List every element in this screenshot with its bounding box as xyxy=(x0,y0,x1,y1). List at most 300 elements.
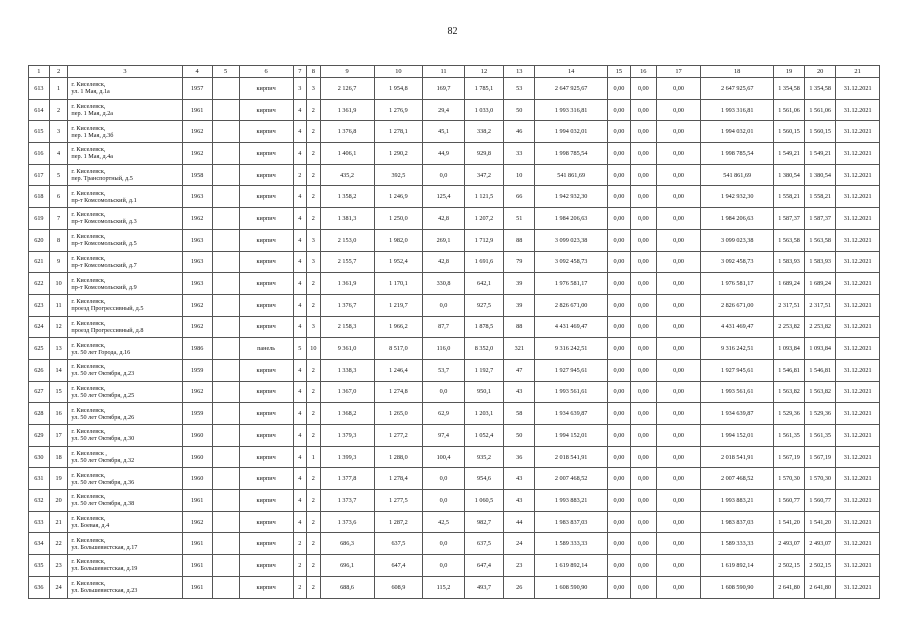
living-area-cell: 1 982,0 xyxy=(374,229,423,251)
estimated-cost-cell: 4 431 469,47 xyxy=(535,316,608,338)
estimated-cost-cell: 1 927 945,61 xyxy=(535,359,608,381)
column-5-cell xyxy=(212,273,239,295)
nonresidential-area-cell: 330,8 xyxy=(423,273,465,295)
column-5-cell xyxy=(212,555,239,577)
row-number-cell: 631 xyxy=(29,468,50,490)
item-number-cell: 23 xyxy=(49,555,68,577)
estimated-cost-cell: 1 984 206,63 xyxy=(535,208,608,230)
amount-17-cell: 0,00 xyxy=(656,490,701,512)
floors-cell: 4 xyxy=(293,294,306,316)
address-street: ул. 50 лет Октября, д.30 xyxy=(71,435,135,443)
address-street: пр-т Комсомольский, д.5 xyxy=(71,240,137,248)
address-cell xyxy=(68,425,182,447)
entrances-cell: 2 xyxy=(307,425,320,447)
amount-16-cell: 0,00 xyxy=(630,468,656,490)
amount-17-cell: 0,00 xyxy=(656,576,701,598)
unit-cost-19-cell: 2 641,80 xyxy=(774,576,805,598)
amount-16-cell: 0,00 xyxy=(630,229,656,251)
living-area-cell: 1 952,4 xyxy=(374,251,423,273)
item-number-cell: 8 xyxy=(49,229,68,251)
area-12-cell: 347,2 xyxy=(464,164,503,186)
unit-cost-20-cell: 1 560,15 xyxy=(805,121,836,143)
area-12-cell: 954,6 xyxy=(464,468,503,490)
plan-date-cell: 31.12.2021 xyxy=(836,164,880,186)
estimated-cost-cell: 1 993 883,21 xyxy=(535,490,608,512)
item-number-cell: 21 xyxy=(49,511,68,533)
column-5-cell xyxy=(212,78,239,100)
row-number-cell: 633 xyxy=(29,511,50,533)
table-row xyxy=(29,316,880,338)
address-cell xyxy=(68,164,182,186)
amount-15-cell: 0,00 xyxy=(607,78,630,100)
floors-cell: 4 xyxy=(293,251,306,273)
unit-cost-20-cell: 1 546,81 xyxy=(805,359,836,381)
column-5-cell xyxy=(212,490,239,512)
unit-cost-19-cell: 1 561,06 xyxy=(774,99,805,121)
year-built-cell: 1961 xyxy=(182,99,212,121)
living-area-cell: 1 276,9 xyxy=(374,99,423,121)
amount-16-cell: 0,00 xyxy=(630,164,656,186)
total-area-cell: 1 373,6 xyxy=(320,511,374,533)
plan-date-cell: 31.12.2021 xyxy=(836,468,880,490)
area-12-cell: 982,7 xyxy=(464,511,503,533)
year-built-cell: 1986 xyxy=(182,338,212,360)
floors-cell: 4 xyxy=(293,99,306,121)
entrances-cell: 2 xyxy=(307,511,320,533)
wall-material-cell: кирпич xyxy=(239,403,293,425)
amount-17-cell: 0,00 xyxy=(656,164,701,186)
living-area-cell: 1 170,1 xyxy=(374,273,423,295)
plan-date-cell: 31.12.2021 xyxy=(836,273,880,295)
column-header-1: 1 xyxy=(29,66,50,78)
living-area-cell: 1 246,9 xyxy=(374,186,423,208)
total-cost-cell: 1 993 316,81 xyxy=(701,99,774,121)
column-5-cell xyxy=(212,381,239,403)
living-area-cell: 1 290,2 xyxy=(374,143,423,165)
living-area-cell: 637,5 xyxy=(374,533,423,555)
column-5-cell xyxy=(212,359,239,381)
address-cell xyxy=(68,511,182,533)
amount-17-cell: 0,00 xyxy=(656,533,701,555)
address-city: г. Киселевск, xyxy=(71,211,106,219)
estimated-cost-cell: 1 993 561,61 xyxy=(535,381,608,403)
row-number-cell: 636 xyxy=(29,576,50,598)
unit-cost-19-cell: 1 583,93 xyxy=(774,251,805,273)
amount-15-cell: 0,00 xyxy=(607,511,630,533)
amount-17-cell: 0,00 xyxy=(656,403,701,425)
nonresidential-area-cell: 29,4 xyxy=(423,99,465,121)
address-street: проезд Прогрессивный, д.5 xyxy=(71,305,144,313)
floors-cell: 4 xyxy=(293,229,306,251)
amount-16-cell: 0,00 xyxy=(630,273,656,295)
row-number-cell: 632 xyxy=(29,490,50,512)
nonresidential-area-cell: 42,5 xyxy=(423,511,465,533)
entrances-cell: 3 xyxy=(307,316,320,338)
nonresidential-area-cell: 169,7 xyxy=(423,78,465,100)
total-cost-cell: 1 993 561,61 xyxy=(701,381,774,403)
entrances-cell: 10 xyxy=(307,338,320,360)
year-built-cell: 1963 xyxy=(182,229,212,251)
residents-cell: 39 xyxy=(504,273,535,295)
nonresidential-area-cell: 116,0 xyxy=(423,338,465,360)
address-cell xyxy=(68,359,182,381)
nonresidential-area-cell: 0,0 xyxy=(423,381,465,403)
address-cell xyxy=(68,490,182,512)
wall-material-cell: кирпич xyxy=(239,208,293,230)
estimated-cost-cell: 1 983 837,03 xyxy=(535,511,608,533)
column-5-cell xyxy=(212,208,239,230)
address-street: ул. 50 лет Октября, д.32 xyxy=(71,457,135,465)
table-row xyxy=(29,576,880,598)
address-street: ул. 1 Мая, д.1а xyxy=(71,88,110,96)
amount-15-cell: 0,00 xyxy=(607,186,630,208)
register-table-container xyxy=(28,65,880,599)
unit-cost-19-cell: 1 570,30 xyxy=(774,468,805,490)
amount-15-cell: 0,00 xyxy=(607,316,630,338)
living-area-cell: 1 277,2 xyxy=(374,425,423,447)
column-header-19: 19 xyxy=(774,66,805,78)
address-street: пр-т Комсомольский, д.7 xyxy=(71,261,137,269)
table-row xyxy=(29,273,880,295)
row-number-cell: 613 xyxy=(29,78,50,100)
unit-cost-19-cell: 1 587,37 xyxy=(774,208,805,230)
entrances-cell: 2 xyxy=(307,381,320,403)
unit-cost-20-cell: 2 641,80 xyxy=(805,576,836,598)
residents-cell: 88 xyxy=(504,316,535,338)
column-5-cell xyxy=(212,425,239,447)
address-street: проезд Прогрессивный, д.8 xyxy=(71,326,144,334)
address-cell xyxy=(68,533,182,555)
total-cost-cell: 1 993 883,21 xyxy=(701,490,774,512)
floors-cell: 3 xyxy=(293,78,306,100)
wall-material-cell: кирпич xyxy=(239,143,293,165)
unit-cost-20-cell: 1 560,77 xyxy=(805,490,836,512)
amount-15-cell: 0,00 xyxy=(607,121,630,143)
amount-16-cell: 0,00 xyxy=(630,533,656,555)
estimated-cost-cell: 1 608 590,90 xyxy=(535,576,608,598)
address-street: ул. 50 лет Города, д.16 xyxy=(71,348,131,356)
amount-16-cell: 0,00 xyxy=(630,99,656,121)
wall-material-cell: панель xyxy=(239,338,293,360)
entrances-cell: 2 xyxy=(307,294,320,316)
nonresidential-area-cell: 42,8 xyxy=(423,251,465,273)
plan-date-cell: 31.12.2021 xyxy=(836,99,880,121)
amount-15-cell: 0,00 xyxy=(607,381,630,403)
unit-cost-20-cell: 1 561,06 xyxy=(805,99,836,121)
area-12-cell: 1 878,5 xyxy=(464,316,503,338)
address-city: г. Киселевск, xyxy=(71,384,106,392)
address-cell xyxy=(68,143,182,165)
address-cell xyxy=(68,208,182,230)
floors-cell: 4 xyxy=(293,468,306,490)
amount-15-cell: 0,00 xyxy=(607,208,630,230)
total-cost-cell: 1 927 945,61 xyxy=(701,359,774,381)
amount-17-cell: 0,00 xyxy=(656,316,701,338)
address-cell xyxy=(68,121,182,143)
amount-15-cell: 0,00 xyxy=(607,576,630,598)
living-area-cell: 1 287,2 xyxy=(374,511,423,533)
address-street: ул. Большевистская, д.23 xyxy=(71,587,138,595)
table-row xyxy=(29,164,880,186)
estimated-cost-cell: 1 994 032,01 xyxy=(535,121,608,143)
column-header-16: 16 xyxy=(630,66,656,78)
address-city: г. Киселевск, xyxy=(71,319,106,327)
address-cell xyxy=(68,251,182,273)
area-12-cell: 647,4 xyxy=(464,555,503,577)
table-row xyxy=(29,186,880,208)
address-city: г. Киселевск, xyxy=(71,276,106,284)
total-area-cell: 1 406,1 xyxy=(320,143,374,165)
address-city: г. Киселевск, xyxy=(71,363,106,371)
area-12-cell: 1 192,7 xyxy=(464,359,503,381)
amount-15-cell: 0,00 xyxy=(607,490,630,512)
year-built-cell: 1962 xyxy=(182,316,212,338)
amount-17-cell: 0,00 xyxy=(656,99,701,121)
total-cost-cell: 1 984 206,63 xyxy=(701,208,774,230)
total-cost-cell: 1 994 152,01 xyxy=(701,425,774,447)
total-cost-cell: 2 647 925,67 xyxy=(701,78,774,100)
residents-cell: 43 xyxy=(504,490,535,512)
item-number-cell: 4 xyxy=(49,143,68,165)
amount-16-cell: 0,00 xyxy=(630,208,656,230)
row-number-cell: 635 xyxy=(29,555,50,577)
floors-cell: 4 xyxy=(293,186,306,208)
address-street: ул. Большевистская, д.17 xyxy=(71,543,138,551)
total-area-cell: 1 368,2 xyxy=(320,403,374,425)
address-street: ул. Боевая, д.4 xyxy=(71,522,110,530)
floors-cell: 4 xyxy=(293,425,306,447)
entrances-cell: 2 xyxy=(307,555,320,577)
table-row xyxy=(29,99,880,121)
row-number-cell: 621 xyxy=(29,251,50,273)
column-header-2: 2 xyxy=(49,66,68,78)
amount-15-cell: 0,00 xyxy=(607,273,630,295)
column-5-cell xyxy=(212,143,239,165)
unit-cost-20-cell: 2 317,51 xyxy=(805,294,836,316)
residents-cell: 321 xyxy=(504,338,535,360)
total-area-cell: 2 153,0 xyxy=(320,229,374,251)
column-5-cell xyxy=(212,186,239,208)
total-cost-cell: 3 099 023,38 xyxy=(701,229,774,251)
residents-cell: 66 xyxy=(504,186,535,208)
living-area-cell: 1 277,5 xyxy=(374,490,423,512)
amount-15-cell: 0,00 xyxy=(607,338,630,360)
row-number-cell: 625 xyxy=(29,338,50,360)
wall-material-cell: кирпич xyxy=(239,555,293,577)
address-city: г. Киселевск, xyxy=(71,471,106,479)
amount-17-cell: 0,00 xyxy=(656,273,701,295)
column-header-21: 21 xyxy=(836,66,880,78)
estimated-cost-cell: 1 976 581,17 xyxy=(535,273,608,295)
table-row xyxy=(29,446,880,468)
total-area-cell: 1 379,3 xyxy=(320,425,374,447)
address-city: г. Киселевск, xyxy=(71,146,106,154)
area-12-cell: 338,2 xyxy=(464,121,503,143)
living-area-cell: 608,9 xyxy=(374,576,423,598)
column-header-15: 15 xyxy=(607,66,630,78)
estimated-cost-cell: 9 316 242,51 xyxy=(535,338,608,360)
total-cost-cell: 2 007 468,52 xyxy=(701,468,774,490)
plan-date-cell: 31.12.2021 xyxy=(836,229,880,251)
item-number-cell: 19 xyxy=(49,468,68,490)
nonresidential-area-cell: 0,0 xyxy=(423,294,465,316)
nonresidential-area-cell: 44,9 xyxy=(423,143,465,165)
year-built-cell: 1961 xyxy=(182,490,212,512)
wall-material-cell: кирпич xyxy=(239,164,293,186)
year-built-cell: 1960 xyxy=(182,468,212,490)
address-city: г. Киселевск, xyxy=(71,168,106,176)
address-cell xyxy=(68,381,182,403)
item-number-cell: 13 xyxy=(49,338,68,360)
entrances-cell: 2 xyxy=(307,186,320,208)
total-area-cell: 1 361,9 xyxy=(320,273,374,295)
column-header-11: 11 xyxy=(423,66,465,78)
amount-15-cell: 0,00 xyxy=(607,555,630,577)
amount-17-cell: 0,00 xyxy=(656,338,701,360)
residents-cell: 50 xyxy=(504,99,535,121)
floors-cell: 2 xyxy=(293,555,306,577)
address-street: пр-т Комсомольский, д.3 xyxy=(71,218,137,226)
amount-16-cell: 0,00 xyxy=(630,121,656,143)
unit-cost-20-cell: 1 093,84 xyxy=(805,338,836,360)
area-12-cell: 493,7 xyxy=(464,576,503,598)
address-cell xyxy=(68,338,182,360)
living-area-cell: 647,4 xyxy=(374,555,423,577)
amount-15-cell: 0,00 xyxy=(607,403,630,425)
amount-17-cell: 0,00 xyxy=(656,251,701,273)
total-area-cell: 1 338,3 xyxy=(320,359,374,381)
address-cell xyxy=(68,555,182,577)
column-5-cell xyxy=(212,294,239,316)
row-number-cell: 622 xyxy=(29,273,50,295)
address-city: г. Киселевск, xyxy=(71,406,106,414)
wall-material-cell: кирпич xyxy=(239,425,293,447)
nonresidential-area-cell: 0,0 xyxy=(423,533,465,555)
nonresidential-area-cell: 42,8 xyxy=(423,208,465,230)
area-12-cell: 1 691,6 xyxy=(464,251,503,273)
address-cell xyxy=(68,186,182,208)
unit-cost-20-cell: 1 561,35 xyxy=(805,425,836,447)
wall-material-cell: кирпич xyxy=(239,359,293,381)
plan-date-cell: 31.12.2021 xyxy=(836,511,880,533)
year-built-cell: 1963 xyxy=(182,186,212,208)
address-city: г. Киселевск, xyxy=(71,341,106,349)
entrances-cell: 2 xyxy=(307,533,320,555)
area-12-cell: 642,1 xyxy=(464,273,503,295)
row-number-cell: 626 xyxy=(29,359,50,381)
row-number-cell: 634 xyxy=(29,533,50,555)
plan-date-cell: 31.12.2021 xyxy=(836,316,880,338)
total-cost-cell: 1 983 837,03 xyxy=(701,511,774,533)
unit-cost-19-cell: 1 093,84 xyxy=(774,338,805,360)
address-cell xyxy=(68,316,182,338)
amount-15-cell: 0,00 xyxy=(607,164,630,186)
column-header-18: 18 xyxy=(701,66,774,78)
item-number-cell: 6 xyxy=(49,186,68,208)
residents-cell: 44 xyxy=(504,511,535,533)
year-built-cell: 1959 xyxy=(182,359,212,381)
address-street: пер. Транспортный, д.5 xyxy=(71,175,133,183)
entrances-cell: 2 xyxy=(307,143,320,165)
area-12-cell: 1 203,1 xyxy=(464,403,503,425)
total-area-cell: 1 361,9 xyxy=(320,99,374,121)
address-street: пер. 1 Мая, д.3б xyxy=(71,131,114,139)
total-area-cell: 1 367,0 xyxy=(320,381,374,403)
total-area-cell: 1 376,7 xyxy=(320,294,374,316)
area-12-cell: 1 785,1 xyxy=(464,78,503,100)
amount-16-cell: 0,00 xyxy=(630,511,656,533)
total-cost-cell: 1 942 932,30 xyxy=(701,186,774,208)
wall-material-cell: кирпич xyxy=(239,294,293,316)
table-header xyxy=(29,66,880,78)
floors-cell: 2 xyxy=(293,164,306,186)
total-area-cell: 1 381,3 xyxy=(320,208,374,230)
column-5-cell xyxy=(212,533,239,555)
total-area-cell: 2 158,3 xyxy=(320,316,374,338)
living-area-cell: 1 250,0 xyxy=(374,208,423,230)
address-street: пер. 1 Мая, д.2а xyxy=(71,110,114,118)
amount-17-cell: 0,00 xyxy=(656,359,701,381)
nonresidential-area-cell: 269,1 xyxy=(423,229,465,251)
unit-cost-20-cell: 1 567,19 xyxy=(805,446,836,468)
column-5-cell xyxy=(212,576,239,598)
row-number-cell: 629 xyxy=(29,425,50,447)
plan-date-cell: 31.12.2021 xyxy=(836,446,880,468)
residents-cell: 43 xyxy=(504,381,535,403)
row-number-cell: 619 xyxy=(29,208,50,230)
address-street: пер. 1 Мая, д.4а xyxy=(71,153,114,161)
living-area-cell: 1 278,1 xyxy=(374,121,423,143)
residents-cell: 79 xyxy=(504,251,535,273)
unit-cost-20-cell: 1 541,20 xyxy=(805,511,836,533)
amount-17-cell: 0,00 xyxy=(656,121,701,143)
residents-cell: 58 xyxy=(504,403,535,425)
total-area-cell: 1 399,3 xyxy=(320,446,374,468)
living-area-cell: 1 278,4 xyxy=(374,468,423,490)
entrances-cell: 2 xyxy=(307,164,320,186)
area-12-cell: 1 207,2 xyxy=(464,208,503,230)
address-city: г. Киселевск, xyxy=(71,515,106,523)
residents-cell: 43 xyxy=(504,468,535,490)
total-cost-cell: 9 316 242,51 xyxy=(701,338,774,360)
item-number-cell: 22 xyxy=(49,533,68,555)
address-city: г. Киселевск, xyxy=(71,580,106,588)
unit-cost-20-cell: 1 689,24 xyxy=(805,273,836,295)
area-12-cell: 929,8 xyxy=(464,143,503,165)
year-built-cell: 1963 xyxy=(182,251,212,273)
entrances-cell: 3 xyxy=(307,251,320,273)
amount-16-cell: 0,00 xyxy=(630,490,656,512)
item-number-cell: 17 xyxy=(49,425,68,447)
column-header-7: 7 xyxy=(293,66,306,78)
nonresidential-area-cell: 0,0 xyxy=(423,555,465,577)
area-12-cell: 1 712,9 xyxy=(464,229,503,251)
living-area-cell: 1 265,0 xyxy=(374,403,423,425)
estimated-cost-cell: 1 934 639,87 xyxy=(535,403,608,425)
total-area-cell: 2 126,7 xyxy=(320,78,374,100)
amount-16-cell: 0,00 xyxy=(630,251,656,273)
total-area-cell: 2 155,7 xyxy=(320,251,374,273)
table-row xyxy=(29,121,880,143)
address-city: г. Киселевск , xyxy=(71,450,107,458)
living-area-cell: 8 517,0 xyxy=(374,338,423,360)
total-area-cell: 1 358,2 xyxy=(320,186,374,208)
plan-date-cell: 31.12.2021 xyxy=(836,338,880,360)
area-12-cell: 8 352,0 xyxy=(464,338,503,360)
column-header-4: 4 xyxy=(182,66,212,78)
plan-date-cell: 31.12.2021 xyxy=(836,294,880,316)
residents-cell: 23 xyxy=(504,555,535,577)
